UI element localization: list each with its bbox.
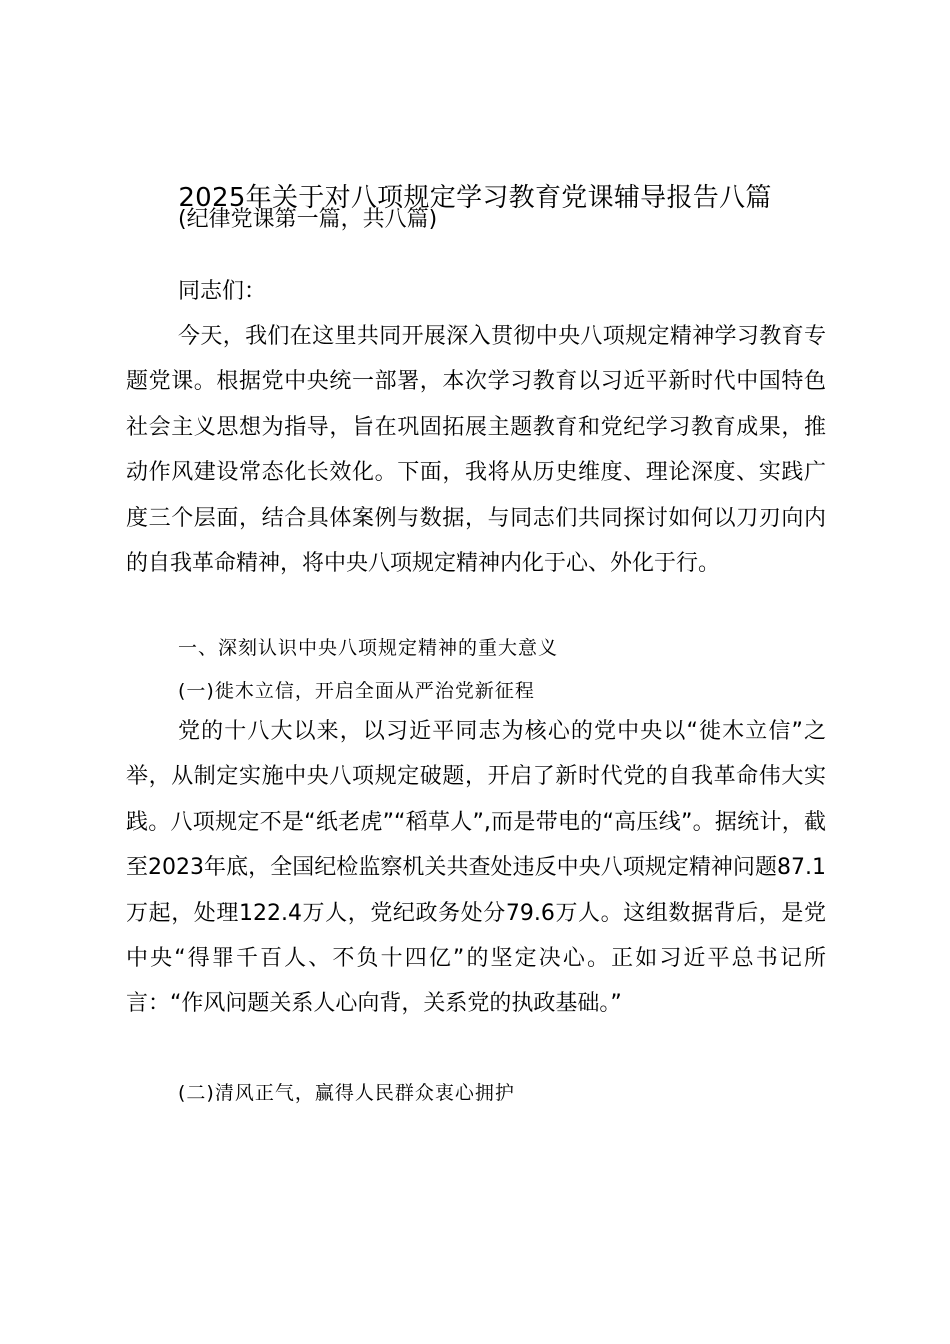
document-title: 2025年关于对八项规定学习教育党课辅导报告八篇 bbox=[178, 183, 772, 213]
paragraph-intro: 今天，我们在这里共同开展深入贯彻中央八项规定精神学习教育专题党课。根据党中央统一部署，本次学习教育以习近平新时代中国特色社会主义思想为指导，旨在巩固拓展主题教育和党纪学习教育成果，推动作风建设常态化长效化。下面，我将从历史维度、理论深度、实践广度三个层面，结合具体案例与数据，与同志们共同探讨如何以刀刃向内的自我革命精神，将中央八项规定精神内化于心、外化于行。 bbox=[126, 324, 826, 577]
subsection-heading-1: (一)徙木立信，开启全面从严治党新征程 bbox=[178, 680, 535, 702]
paragraph-body-1: 党的十八大以来，以习近平同志为核心的党中央以“徙木立信”之举，从制定实施中央八项规定破题，开启了新时代党的自我革命伟大实践。八项规定不是“纸老虎”“稻草人”,而是带电的“高压线”。据统计，截至2023年底，全国纪检监察机关共查处违反中央八项规定精神问题87.1万起，处理122.4万人，党纪政务处分79.6万人。这组数据背后，是党中央“得罪千百人、不负十四亿”的坚定决心。正如习近平总书记所言：“作风问题关系人心向背，关系党的执政基础。” bbox=[126, 719, 826, 1017]
subsection-heading-2: (二)清风正气，赢得人民群众衷心拥护 bbox=[178, 1082, 515, 1104]
salutation: 同志们： bbox=[178, 279, 267, 304]
section-heading-1: 一、深刻认识中央八项规定精神的重大意义 bbox=[178, 637, 559, 659]
document-subtitle: (纪律党课第一篇，共八篇) bbox=[178, 207, 438, 232]
